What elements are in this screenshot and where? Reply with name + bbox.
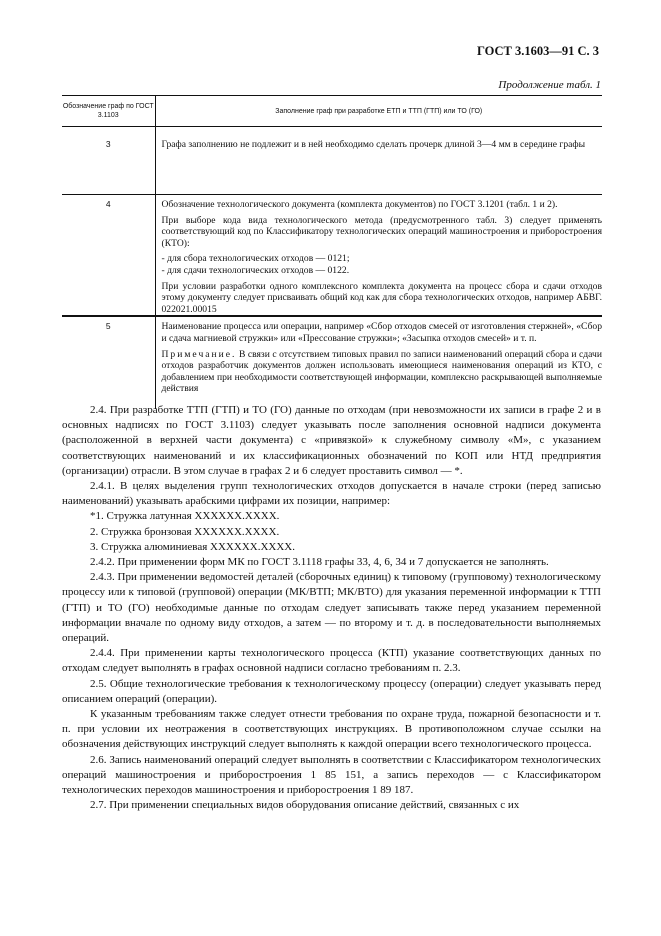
paragraph-2-5: 2.5. Общие технологические требования к технологическому процессу (операции) следует указывать перед описанием операций (операции). — [62, 677, 601, 705]
table-continuation-label: Продолжение табл. 1 — [498, 79, 601, 91]
paragraph-2-5-cont: К указанным требованиям также следует отнести требования по охране труда, пожарной безопасности и т. п. при условии их неотражения в соответствующих инструкциях. В противоположном случае ссылки на обозначения действующих инструкций следует выполнять к каждой операции всего технологического процесса. — [62, 708, 601, 751]
example-item: 3. Стружка алюминиевая XXXXXX.XXXX. — [90, 540, 295, 553]
table-header-row — [62, 96, 602, 127]
rule-paragraph: - для сдачи технологических отходов — 0122. — [161, 264, 350, 276]
paragraph-2-4-4: 2.4.4. При применении карты технологического процесса (КТП) указание соответствующих данных по отходам следует выполнять в графах основной надписи согласно требованиям п. 2.3. — [62, 647, 601, 675]
body-text — [62, 403, 601, 813]
note-label: Примечание. — [161, 348, 237, 360]
paragraph-2-4-2: 2.4.2. При применении форм МК по ГОСТ 3.1118 графы 33, 4, 6, 34 и 7 допускается не заполнять. — [90, 556, 549, 569]
field-number-cell: 4 — [62, 195, 155, 317]
note-text: В связи с отсутствием типовых правил по записи наименований операций сбора и сдачи отходов разработчик документов должен использовать имеющиеся наименования операций из КТО, с добавлением при необходимости соответствующей информации, комплексно раскрывающей выполняемые действия — [161, 348, 603, 395]
rule-paragraph: Обозначение технологического документа (комплекта документов) по ГОСТ 3.1201 (табл. 1 и 2). — [161, 199, 558, 210]
field-number-cell: 3 — [62, 127, 155, 195]
column-header-field-number: Обозначение граф по ГОСТ 3.1103 — [62, 96, 155, 127]
paragraph-2-6: 2.6. Запись наименований операций следует выполнять в соответствии с Классификатором технологических операций машиностроения и приборостроения 1 85 151, а запись переходов — с Классификатором технологических переходов машиностроения и приборостроения 1 89 187. — [62, 753, 601, 797]
paragraph-2-4: 2.4. При разработке ТТП (ГТП) и ТО (ГО) данные по отходам (при невозможности их записи в графе 2 и в основных надписях по ГОСТ 3.1103) следует указывать после заполнения основной надписи документа (расположенной в верхней части документа) с «привязкой» к служебному символу «М», с указанием соответствующих наименований и их классификационных обозначений по КОП или НТД предприятия (организации) отрасли. В этом случае в графах 2 и 6 следует проставить символ — *. — [62, 404, 601, 477]
rule-paragraph: При условии разработки одного комплексного комплекта документа на процесс сбора и сдачи отходов этому документу следует присваивать общий код как для сбора технологических отходов, например АБВГ. 022021.00015 — [161, 280, 602, 315]
rule-paragraph: - для сбора технологических отходов — 0121; — [161, 253, 350, 265]
filling-rule-cell — [155, 195, 602, 317]
table-row — [62, 127, 602, 195]
example-item: 2. Стружка бронзовая XXXXXX.XXXX. — [90, 525, 280, 538]
rule-paragraph: Наименование процесса или операции, например «Сбор отходов смесей от изготовления стержней», «Сбор и сдача магниевой стружки» или «Прессование стружки»; «Засыпка отходов смесей» и т. п. — [161, 321, 602, 344]
field-number-cell: 5 — [62, 316, 155, 409]
paragraph-2-7: 2.7. При применении специальных видов оборудования описание действий, связанных с их — [90, 799, 520, 812]
rule-paragraph: При выборе кода вида технологического метода (предусмотренного табл. 3) следует применять соответствующий код по Классификатору технологических операций машиностроения и приборостроения (КТО): — [161, 214, 602, 249]
paragraph-2-4-1: 2.4.1. В целях выделения групп технологических отходов допускается в начале строки (перед записью наименований) указывать арабскими цифрами их позиции, например: — [62, 480, 601, 508]
table-row — [62, 195, 602, 317]
filling-rule-cell — [155, 127, 602, 195]
rule-paragraph: Графа заполнению не подлежит и в ней необходимо сделать прочерк длиной 3—4 мм в середине графы — [161, 139, 586, 150]
waste-fields-table — [62, 95, 602, 409]
page-header-title: ГОСТ 3.1603—91 С. 3 — [476, 44, 599, 58]
table-row — [62, 316, 602, 409]
column-header-filling-rules: Заполнение граф при разработке ЕТП и ТТП (ГТП) или ТО (ГО) — [155, 96, 602, 127]
example-item: *1. Стружка латунная XXXXXX.XXXX. — [90, 510, 280, 523]
paragraph-2-4-3: 2.4.3. При применении ведомостей деталей (сборочных единиц) к типовому (групповому) технологическому процессу или к типовой (групповой) операции (МК/ВТП; МК/ВТО) для указания переменной информации к ТТП (ГТП) и ТО (ГО) необходимые данные по отходам следует записывать также перед указанием переменной информации вначале по одному виду отходов, а затем — по второму и т. д. в последовательности выполняемых операций. — [62, 571, 601, 645]
filling-rule-cell — [155, 316, 602, 409]
